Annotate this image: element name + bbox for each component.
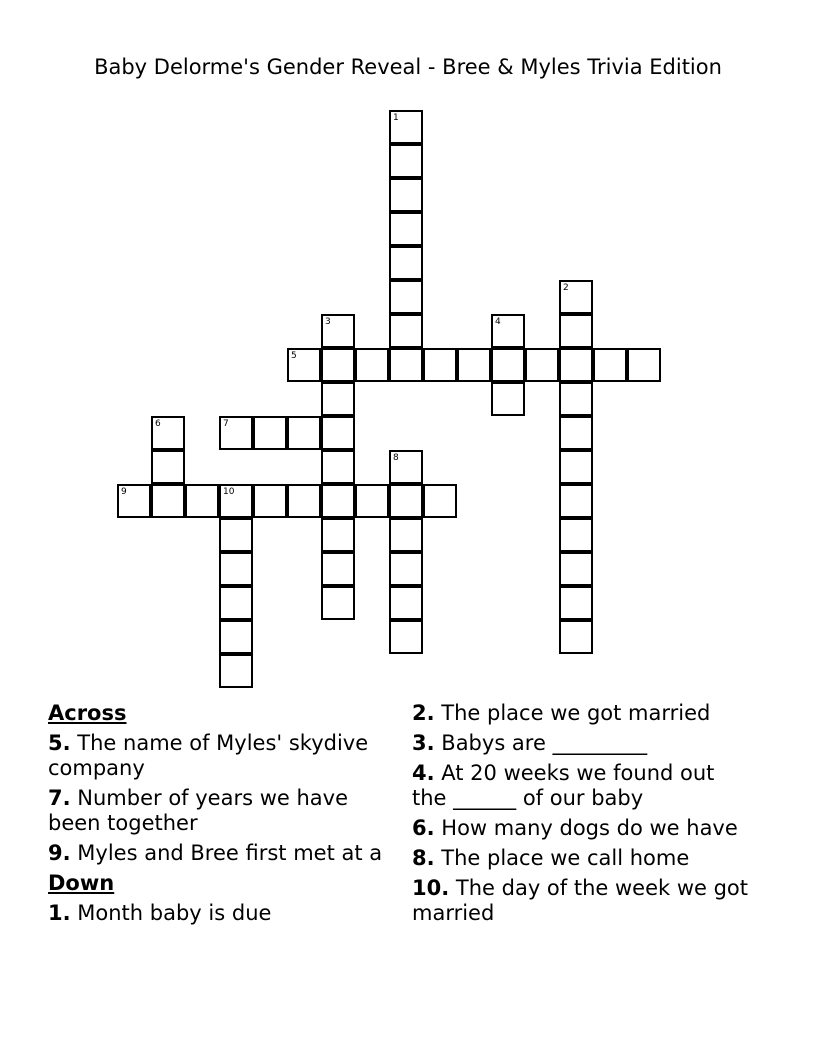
clue-number: 6. — [412, 816, 435, 840]
clue-text: Babys are _________ — [441, 731, 648, 755]
clue-text: Number of years we have been together — [48, 786, 348, 835]
down-heading: Down — [48, 871, 115, 895]
crossword-cell[interactable] — [321, 450, 355, 484]
crossword-cell[interactable] — [321, 484, 355, 518]
crossword-cell[interactable] — [559, 382, 593, 416]
clue-number: 2. — [412, 701, 435, 725]
crossword-cell[interactable] — [389, 620, 423, 654]
cell-number: 1 — [393, 113, 399, 123]
crossword-cell[interactable] — [219, 620, 253, 654]
page-title: Baby Delorme's Gender Reveal - Bree & Myles Trivia Edition — [94, 55, 722, 79]
clue-text: The day of the week we got married — [412, 876, 749, 925]
clue-number: 9. — [48, 841, 71, 865]
crossword-cell[interactable] — [593, 348, 627, 382]
crossword-cell[interactable] — [219, 416, 253, 450]
crossword-cell[interactable] — [559, 518, 593, 552]
clues-column-left — [48, 701, 388, 931]
clue-down-10 — [412, 876, 752, 926]
crossword-cell[interactable] — [423, 348, 457, 382]
crossword-cell[interactable] — [559, 348, 593, 382]
crossword-cell[interactable] — [321, 382, 355, 416]
crossword-cell[interactable] — [185, 484, 219, 518]
crossword-cell[interactable] — [151, 416, 185, 450]
clue-text: How many dogs do we have — [441, 816, 738, 840]
crossword-cell[interactable] — [287, 416, 321, 450]
crossword-cell[interactable] — [389, 552, 423, 586]
cell-number: 9 — [121, 487, 127, 497]
crossword-cell[interactable] — [355, 484, 389, 518]
crossword-cell[interactable] — [151, 484, 185, 518]
clue-number: 1. — [48, 901, 71, 925]
clue-text: At 20 weeks we found out the ______ of our baby — [412, 761, 715, 810]
clue-down-3 — [412, 731, 752, 756]
crossword-cell[interactable] — [559, 314, 593, 348]
clue-across-9 — [48, 841, 388, 866]
crossword-cell[interactable] — [389, 450, 423, 484]
clue-down-1 — [48, 901, 388, 926]
crossword-cell[interactable] — [287, 348, 321, 382]
crossword-cell[interactable] — [389, 144, 423, 178]
crossword-cell[interactable] — [491, 348, 525, 382]
clue-down-2 — [412, 701, 752, 726]
cell-number: 10 — [223, 487, 235, 497]
cell-number: 2 — [563, 283, 569, 293]
crossword-cell[interactable] — [389, 348, 423, 382]
crossword-cell[interactable] — [389, 586, 423, 620]
clue-across-5 — [48, 731, 388, 781]
cell-number: 5 — [291, 351, 297, 361]
clue-text: The name of Myles' skydive company — [48, 731, 369, 780]
clue-number: 8. — [412, 846, 435, 870]
clue-text: The place we got married — [441, 701, 711, 725]
clue-text: Month baby is due — [77, 901, 272, 925]
crossword-cell[interactable] — [389, 314, 423, 348]
crossword-cell[interactable] — [457, 348, 491, 382]
crossword-cell[interactable] — [321, 586, 355, 620]
clue-across-7 — [48, 786, 388, 836]
crossword-cell[interactable] — [321, 518, 355, 552]
clues-column-right — [412, 701, 752, 931]
crossword-cell[interactable] — [321, 416, 355, 450]
crossword-cell[interactable] — [321, 314, 355, 348]
crossword-cell[interactable] — [627, 348, 661, 382]
clue-number: 10. — [412, 876, 450, 900]
crossword-cell[interactable] — [219, 484, 253, 518]
cell-number: 8 — [393, 453, 399, 463]
crossword-cell[interactable] — [253, 416, 287, 450]
cell-number: 4 — [495, 317, 501, 327]
crossword-cell[interactable] — [219, 552, 253, 586]
clue-number: 3. — [412, 731, 435, 755]
crossword-cell[interactable] — [389, 246, 423, 280]
clue-number: 5. — [48, 731, 71, 755]
crossword-cell[interactable] — [559, 484, 593, 518]
crossword-cell[interactable] — [423, 484, 457, 518]
crossword-cell[interactable] — [491, 314, 525, 348]
crossword-cell[interactable] — [355, 348, 389, 382]
crossword-cell[interactable] — [219, 518, 253, 552]
clue-down-6 — [412, 816, 752, 841]
crossword-cell[interactable] — [389, 110, 423, 144]
crossword-cell[interactable] — [559, 586, 593, 620]
crossword-cell[interactable] — [287, 484, 321, 518]
crossword-cell[interactable] — [559, 620, 593, 654]
crossword-cell[interactable] — [219, 586, 253, 620]
across-heading: Across — [48, 701, 127, 725]
crossword-cell[interactable] — [389, 212, 423, 246]
crossword-cell[interactable] — [389, 518, 423, 552]
crossword-cell[interactable] — [525, 348, 559, 382]
clue-down-4 — [412, 761, 752, 811]
crossword-cell[interactable] — [151, 450, 185, 484]
crossword-cell[interactable] — [117, 484, 151, 518]
crossword-cell[interactable] — [389, 280, 423, 314]
crossword-cell[interactable] — [559, 450, 593, 484]
clue-text: Myles and Bree first met at a — [77, 841, 383, 865]
crossword-cell[interactable] — [253, 484, 287, 518]
cell-number: 3 — [325, 317, 331, 327]
crossword-cell[interactable] — [491, 382, 525, 416]
crossword-cell[interactable] — [559, 416, 593, 450]
clue-number: 4. — [412, 761, 435, 785]
crossword-cell[interactable] — [321, 552, 355, 586]
clue-down-8 — [412, 846, 752, 871]
crossword-cell[interactable] — [219, 654, 253, 688]
crossword-cell[interactable] — [389, 178, 423, 212]
crossword-cell[interactable] — [389, 484, 423, 518]
crossword-cell[interactable] — [559, 552, 593, 586]
cell-number: 6 — [155, 419, 161, 429]
crossword-cell[interactable] — [559, 280, 593, 314]
clue-text: The place we call home — [441, 846, 690, 870]
crossword-cell[interactable] — [321, 348, 355, 382]
clue-number: 7. — [48, 786, 71, 810]
cell-number: 7 — [223, 419, 229, 429]
